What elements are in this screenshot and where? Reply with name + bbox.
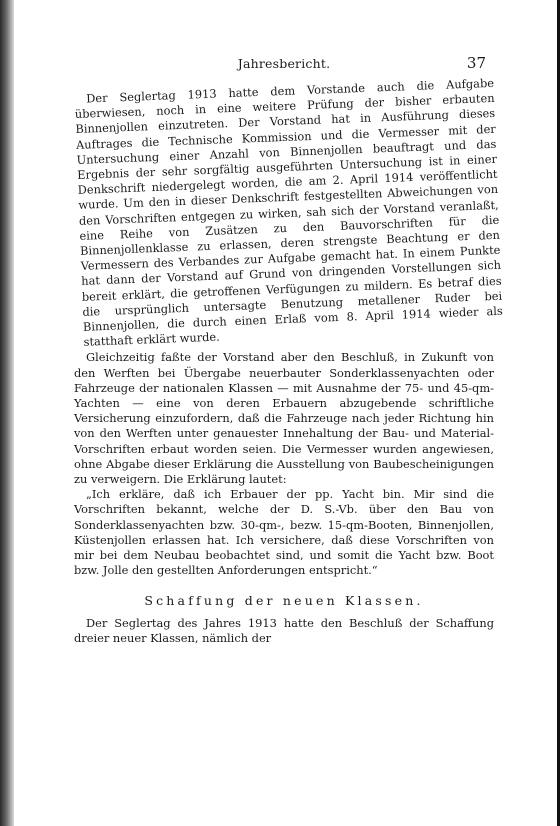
paragraph-closing: Der Seglertag des Jahres 1913 hatte den Beschluß der Schaffung dreier neuer Klassen, nämlich der bbox=[74, 615, 494, 645]
paragraph-gleichzeitig: Gleichzeitig faßte der Vorstand aber den Beschluß, in Zukunft von den Werften bei Übergabe neuerbauter Sonderklassenyachten oder Fahrzeuge der nationalen Klassen — mit Ausnahme der 75- und 45-qm-Yachten — eine von deren Erbauern abzugebende schriftliche Versicherung einzufordern, daß die Fahrzeuge nach jeder Richtung hin von den Werften unter genauester Innehaltung der Bau- und Material-Vorschriften erbaut worden seien. Die Vermesser wurden angewiesen, ohne Abgabe dieser Erklärung die Ausstellung von Baubescheinigungen zu verweigern. Die Erklärung lautet: bbox=[74, 350, 494, 487]
running-title: Jahresbericht. bbox=[237, 56, 331, 71]
section-heading: Schaffung der neuen Klassen. bbox=[144, 592, 424, 608]
page-number: 37 bbox=[466, 54, 486, 72]
paragraph-erklaerung-quote: „Ich erkläre, daß ich Erbauer der pp. Yacht bin. Mir sind die Vorschriften bekannt, welche der D. S.-Vb. über den Bau von Sonderklassenyachten bzw. 30-qm-, bezw. 15-qm-Booten, Binnenjollen, Küstenjollen erlassen hat. Ich versichere, daß diese Vorschriften von mir bei dem Neubau beobachtet sind, und somit die Yacht bzw. Boot bzw. Jolle den gestellten Anforderungen entspricht.“ bbox=[74, 487, 494, 578]
page-header bbox=[74, 56, 494, 78]
paragraph-seglertag-1913: Der Seglertag 1913 hatte dem Vorstande auch die Aufgabe überwiesen, noch in eine weitere Prüfung der bisher erbauten Binnenjollen einzutreten. Der Vorstand hat in Ausführung dieses Auftrages die Technische Kommission und die Vermesser mit der Untersuchung einer Anzahl von Binnenjollen beauftragt und das Ergebnis der sehr sorgfältig ausgeführten Untersuchung ist in einer Denkschrift niedergelegt worden, die am 2. April 1914 veröffentlicht wurde. Um den in dieser Denkschrift festgestellten Abweichungen von den Vorschriften entgegen zu wirken, sah sich der Vorstand veranlaßt, eine Reihe von Zusätzen zu den Bauvorschriften für die Binnenjollenklasse zu erlassen, deren strengste Beachtung er den Vermessern des Verbandes zur Aufgabe gemacht hat. In einem Punkte hat dann der Vorstand auf Grund von dringenden Vorstellungen sich bereit erklärt, die getroffenen Verfügungen zu mildern. Es betraf dies die ursprünglich untersagte Benutzung metallener Ruder bei Binnenjollen, die durch einen Erlaß vom 8. April 1914 wieder als statthaft erklärt wurde. bbox=[74, 75, 503, 350]
book-page bbox=[74, 54, 503, 646]
page-binding-edge bbox=[0, 0, 14, 826]
